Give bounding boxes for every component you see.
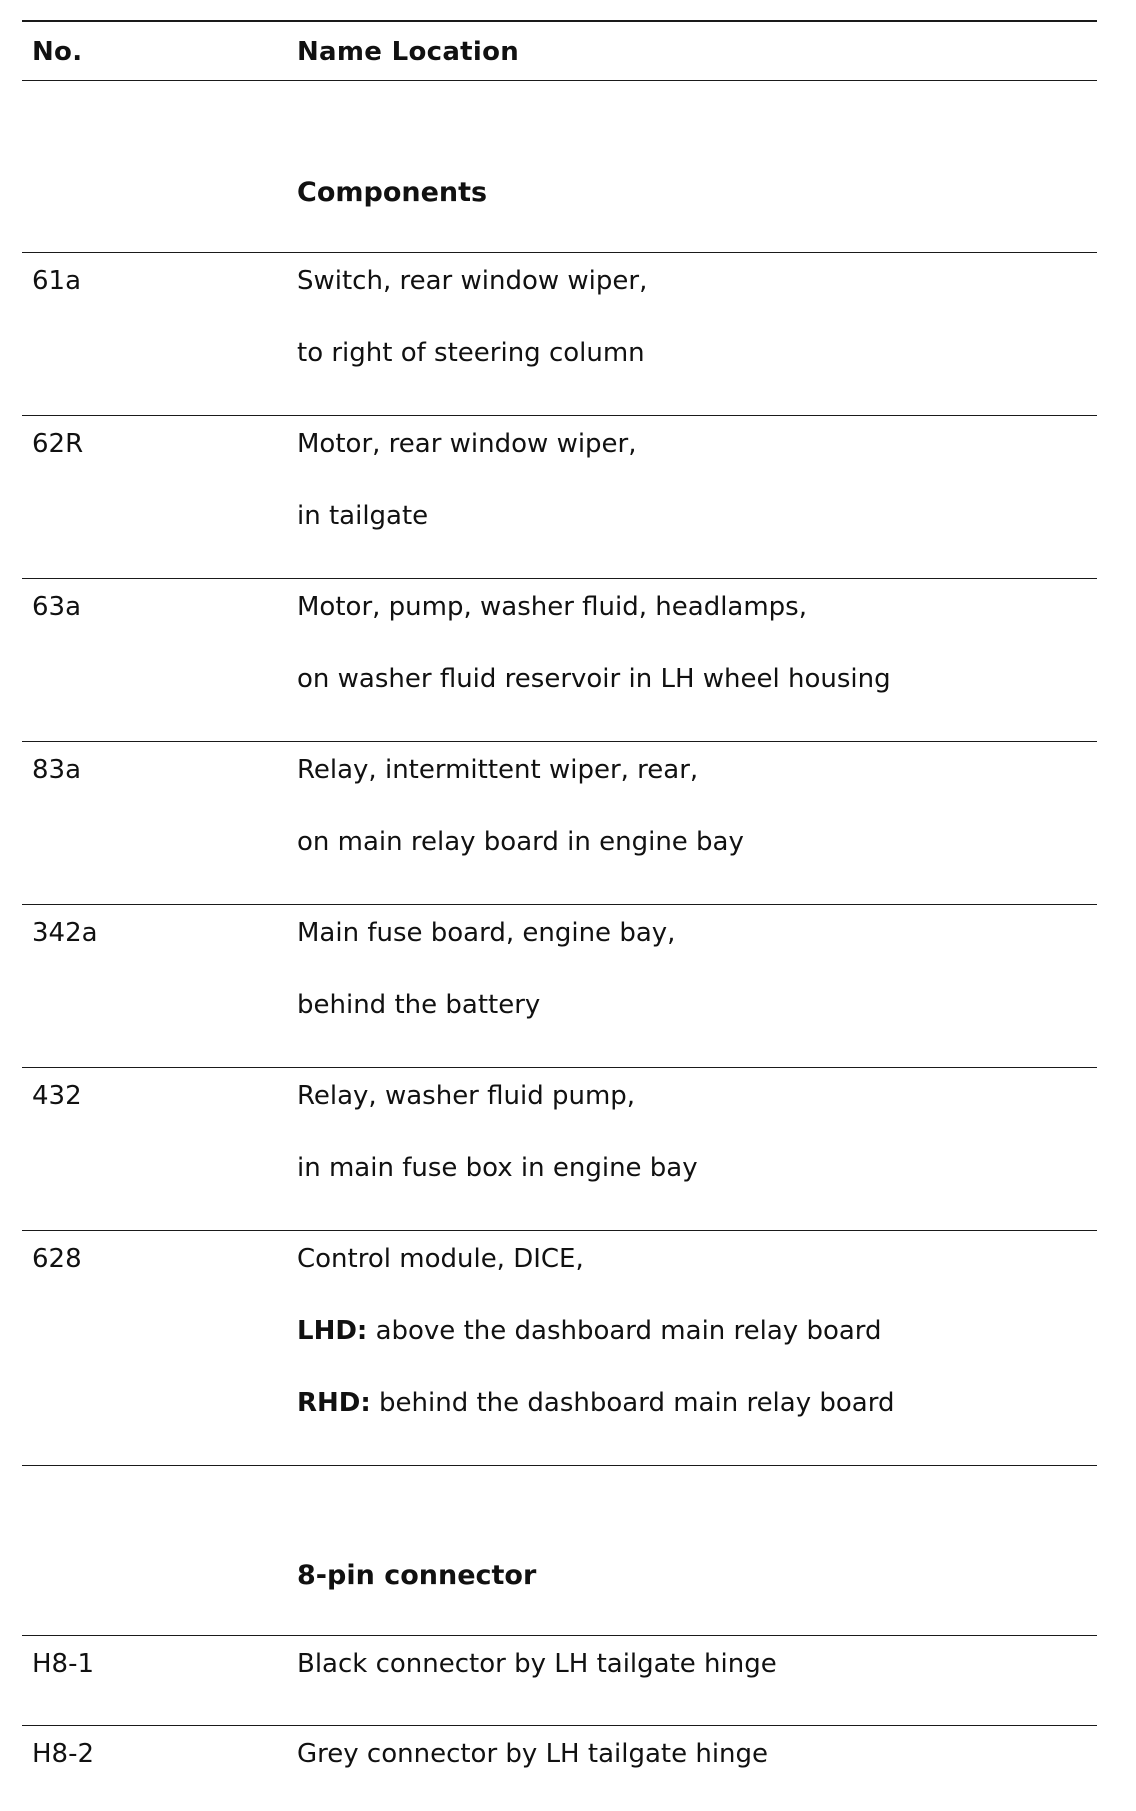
component-name-location (297, 755, 744, 899)
table-header (22, 22, 1097, 80)
component-name: Motor, pump, washer fluid, headlamps, (297, 592, 807, 622)
component-location: to right of steering column (297, 338, 645, 368)
component-no: 61a (32, 266, 82, 296)
component-no: 62R (32, 429, 84, 459)
component-name: Motor, rear window wiper, (297, 429, 637, 459)
section-title: Components (297, 177, 488, 208)
connector-no: H8-1 (32, 1649, 95, 1679)
table-row (22, 1068, 1097, 1230)
component-no: 63a (32, 592, 82, 622)
component-name-location (297, 1081, 698, 1225)
table-row (22, 416, 1097, 578)
connector-name-location (297, 1649, 777, 1721)
component-no: 342a (32, 918, 98, 948)
component-name-location (297, 1244, 894, 1460)
component-name-location (297, 429, 637, 573)
component-location: in tailgate (297, 501, 429, 531)
component-name: Relay, intermittent wiper, rear, (297, 755, 699, 785)
section-title-components (22, 81, 1097, 252)
component-location-lhd (297, 1316, 894, 1388)
table-row (22, 579, 1097, 741)
table-row (22, 1726, 1097, 1786)
connector-description: Black connector by LH tailgate hinge (297, 1649, 777, 1679)
table-row (22, 1231, 1097, 1465)
section-title-8-pin-connector (22, 1466, 1097, 1635)
component-name-location (297, 918, 675, 1062)
table-row (22, 1636, 1097, 1725)
lhd-label: LHD: (297, 1316, 368, 1346)
location-table (22, 20, 1097, 1786)
component-name-location (297, 592, 891, 736)
component-name: Control module, DICE, (297, 1244, 584, 1274)
table-row (22, 905, 1097, 1067)
component-location: behind the battery (297, 990, 541, 1020)
connector-no: H8-2 (32, 1739, 95, 1769)
connector-name-location (297, 1739, 768, 1811)
rhd-label: RHD: (297, 1388, 371, 1418)
table-row (22, 253, 1097, 415)
component-location-rhd (297, 1388, 894, 1460)
header-name-location: Name Location (297, 37, 520, 67)
component-name: Main fuse board, engine bay, (297, 918, 676, 948)
component-no: 628 (32, 1244, 82, 1274)
component-location: on washer fluid reservoir in LH wheel housing (297, 664, 891, 694)
lhd-text: above the dashboard main relay board (367, 1316, 882, 1346)
component-name: Relay, washer fluid pump, (297, 1081, 636, 1111)
table-row (22, 742, 1097, 904)
section-title: 8-pin connector (297, 1560, 537, 1591)
component-no: 432 (32, 1081, 82, 1111)
component-no: 83a (32, 755, 82, 785)
header-no: No. (32, 37, 83, 67)
component-name-location (297, 266, 647, 410)
component-location: in main fuse box in engine bay (297, 1153, 698, 1183)
component-location: on main relay board in engine bay (297, 827, 744, 857)
component-name: Switch, rear window wiper, (297, 266, 648, 296)
rhd-text: behind the dashboard main relay board (370, 1388, 895, 1418)
connector-description: Grey connector by LH tailgate hinge (297, 1739, 769, 1769)
